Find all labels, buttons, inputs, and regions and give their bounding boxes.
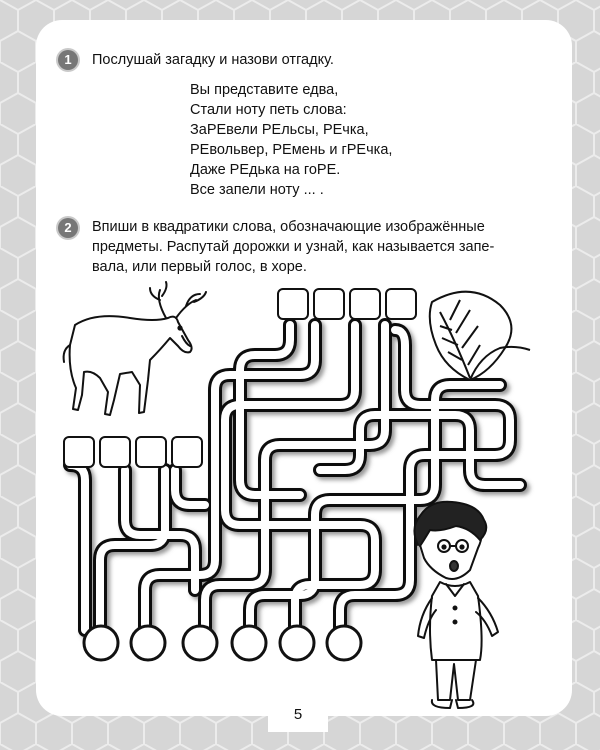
poem-line: ЗаРЕвели РЕльсы, РЕчка, [190,122,369,138]
left-letter-boxes [64,437,202,467]
answer-circle[interactable] [232,626,266,660]
poem-line: Вы представите едва, [190,82,339,98]
letter-box[interactable] [278,289,308,319]
poem-line: РЕвольвер, РЕмень и гРЕчка, [190,142,393,158]
moose-picture [64,282,206,415]
top-letter-boxes [278,289,416,319]
poem-line: Все запели ноту ... . [190,182,324,198]
instruction-line: Впиши в квадратики слова, обозначающие изображённые [92,219,485,235]
letter-box[interactable] [386,289,416,319]
answer-circles [84,626,361,660]
answer-circle[interactable] [280,626,314,660]
letter-box[interactable] [314,289,344,319]
task-2-number: 2 [58,218,78,238]
letter-box[interactable] [172,437,202,467]
letter-box[interactable] [100,437,130,467]
letter-box[interactable] [350,289,380,319]
letter-box[interactable] [136,437,166,467]
answer-circle[interactable] [183,626,217,660]
page-number: 5 [293,706,303,723]
answer-circle[interactable] [131,626,165,660]
answer-circle[interactable] [327,626,361,660]
answer-circle[interactable] [84,626,118,660]
poem-line: Даже РЕдька на гоРЕ. [190,162,341,178]
poem-line: Стали ноту петь слова: [190,102,347,118]
leaf-picture [430,292,530,380]
singing-boy-picture [414,502,498,708]
instruction-line: предметы. Распутай дорожки и узнай, как называется запе- [92,239,495,255]
letter-box[interactable] [64,437,94,467]
task-1-instruction: Послушай загадку и назови отгадку. [92,52,334,68]
instruction-line: вала, или первый голос, в хоре. [92,259,307,275]
task-1-number: 1 [58,50,78,70]
